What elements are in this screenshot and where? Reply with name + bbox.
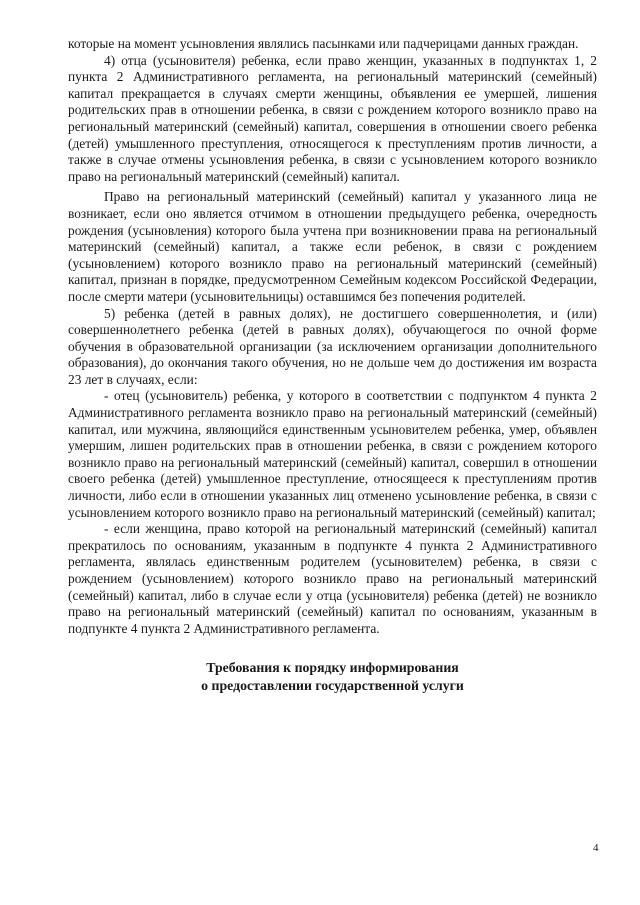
- section-heading-line2: о предоставлении государственной услуги: [201, 678, 464, 694]
- document-body: [68, 36, 597, 695]
- paragraph-continuation: которые на момент усыновления являлись пасынками или падчерицами данных граждан.: [68, 36, 579, 51]
- paragraph-item-4-father: 4) отца (усыновителя) ребенка, если право женщин, указанных в подпунктах 1, 2 пункта 2 Административного регламента, на региональный материнский (семейный) капитал прекращается в случаях смерти женщины, объявления ее умершей, лишения родительских прав в отношении ребенка, в связи с рождением которого возникло право на региональный материнский (семейный) капитал, совершения в отношении своего ребенка (детей) умышленного преступления, относящегося к преступлениям против личности, а также в случае отмены усыновления ребенка, в связи с усыновлением которого возникло право на региональный материнский (семейный) капитал.: [68, 52, 597, 184]
- paragraph-bullet-woman: - если женщина, право которой на региональный материнский (семейный) капитал прекратилось по основаниям, указанным в подпункте 4 пункта 2 Административного регламента, являлась единственным родителем (усыновителем) ребенка, в связи с рождением (усыновлением) которого возникло право на региональный материнский (семейный) капитал, либо в случае если у отца (усыновителя) ребенка (детей) не возникло право на региональный материнский (семейный) капитал по основаниям, указанным в подпункте 4 пункта 2 Административного регламента.: [68, 521, 597, 636]
- paragraph-item-5-child: 5) ребенка (детей в равных долях), не достигшего совершеннолетия, и (или) совершеннолетнего ребенка (детей в равных долях), обучающегося по очной форме обучения в образовательной организации (за исключением организации дополнительного образования), до окончания такого обучения, но не дольше чем до достижения им возраста 23 лет в случаях, если:: [68, 305, 597, 387]
- page-number: 4: [593, 842, 599, 854]
- paragraph-bullet-father: - отец (усыновитель) ребенка, у которого в соответствии с подпунктом 4 пункта 2 Административного регламента возникло право на региональный материнский (семейный) капитал, или мужчина, являющийся единственным усыновителем ребенка, умер, объявлен умершим, лишен родительских прав в отношении ребенка, в связи с рождением которого возникло право на региональный материнский (семейный) капитал, совершил в отношении своего ребенка (детей) умышленное преступление, относящееся к преступлениям против личности, либо если в отношении указанных лиц отменено усыновление ребенка, в связи с усыновлением которого возникло право на региональный материнский (семейный) капитал;: [68, 388, 597, 520]
- section-heading-line1: Требования к порядку информирования: [206, 660, 459, 676]
- paragraph-stepfather-exception: Право на региональный материнский (семейный) капитал у указанного лица не возникает, если оно является отчимом в отношении предыдущего ребенка, очередность рождения (усыновления) которого была учтена при возникновении права на региональный материнский (семейный) капитал, а также если ребенок, в связи с рождением (усыновлением) которого возникло право на региональный материнский (семейный) капитал, признан в порядке, предусмотренном Семейным кодексом Российской Федерации, после смерти матери (усыновительницы) оставшимся без попечения родителей.: [68, 189, 597, 304]
- section-heading: [68, 659, 597, 695]
